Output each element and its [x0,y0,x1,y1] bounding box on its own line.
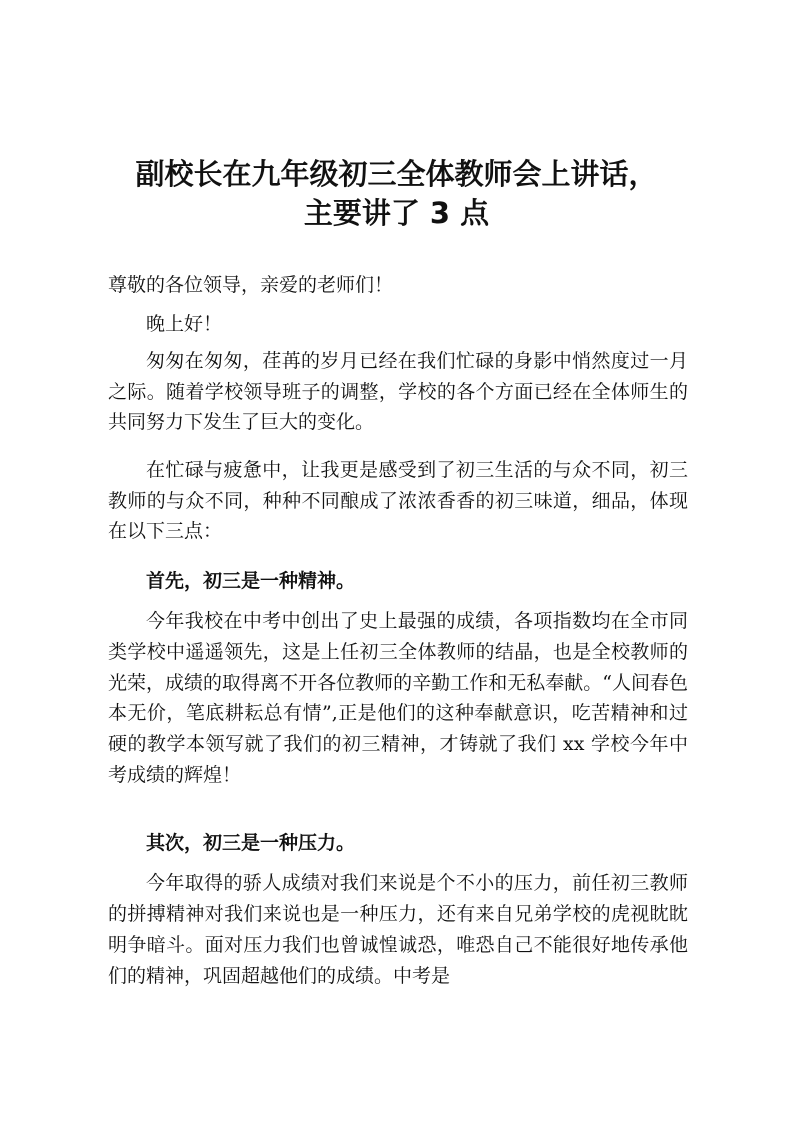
point-1-heading: 首先，初三是一种精神。 [146,570,356,592]
greeting-line: 尊敬的各位领导，亲爱的老师们！ [108,274,394,296]
point-2-heading: 其次，初三是一种压力。 [146,832,356,854]
paragraph-3: 今年我校在中考中创出了史上最强的成绩，各项指数均在全市同类学校中遥遥领先，这是上任初三全体教师的结晶，也是全校教师的光荣，成绩的取得离不开各位教师的辛勤工作和无私奉献。“人间春色本无价，笔底耕耘总有情”,正是他们的这种奉献意识，吃苦精神和过硬的教学本领写就了我们的初三精神，才铸就了我们 xx 学校今年中考成绩的辉煌！ [108,610,688,786]
paragraph-2: 在忙碌与疲惫中，让我更是感受到了初三生活的与众不同，初三教师的与众不同，种种不同酿成了浓浓香香的初三味道，细品，体现在以下三点： [108,459,688,542]
paragraph-4: 今年取得的骄人成绩对我们来说是个不小的压力，前任初三教师的拼搏精神对我们来说也是一种压力，还有来自兄弟学校的虎视眈眈明争暗斗。面对压力我们也曾诚惶诚恐，唯恐自己不能很好地传承他们的精神，巩固超越他们的成绩。中考是 [108,872,688,987]
paragraph-1: 匆匆在匆匆，荏苒的岁月已经在我们忙碌的身影中悄然度过一月之际。随着学校领导班子的调整，学校的各个方面已经在全体师生的共同努力下发生了巨大的变化。 [108,350,688,433]
document-title-line2: 主要讲了 3 点 [303,196,490,230]
evening-greeting: 晚上好！ [146,313,223,335]
document-title-line1: 副校长在九年级初三全体教师会上讲话， [135,157,658,191]
